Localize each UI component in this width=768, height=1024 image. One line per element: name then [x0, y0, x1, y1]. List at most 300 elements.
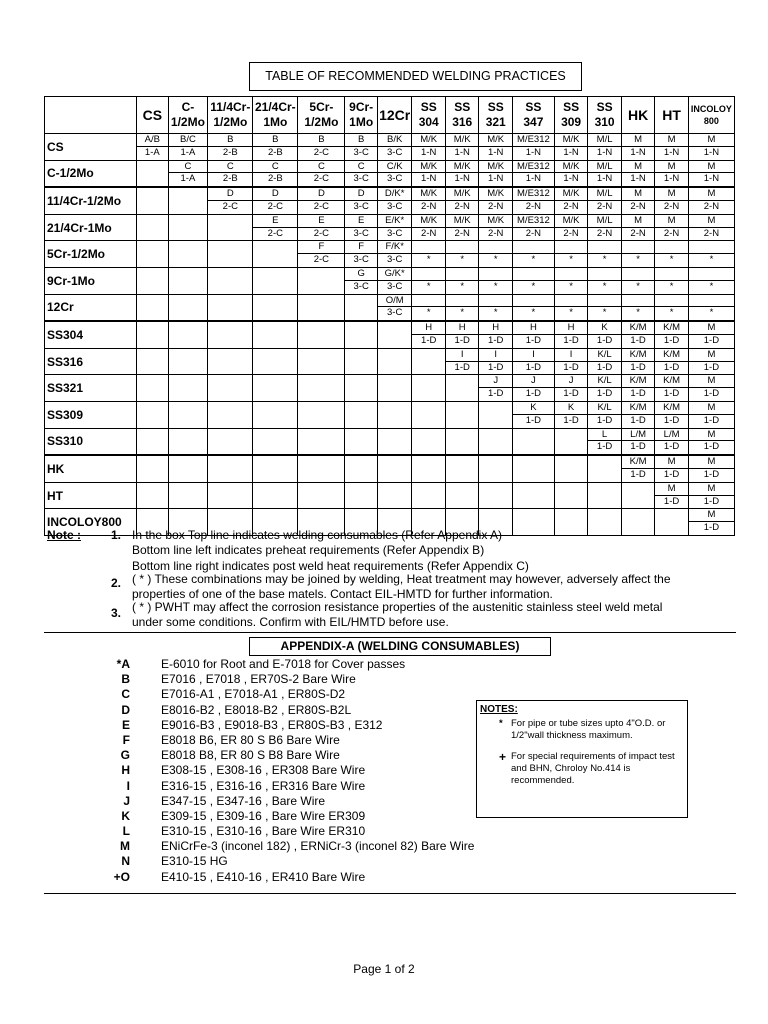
row-label: SS309 [45, 401, 137, 428]
consumable-code [446, 295, 479, 308]
table-row [45, 375, 735, 402]
heat-treatment-code [378, 496, 412, 509]
matrix-cell [621, 348, 655, 375]
matrix-cell [655, 134, 689, 161]
matrix-cell [412, 428, 446, 455]
consumable-code: M [689, 375, 734, 388]
consumable-code [298, 402, 344, 415]
consumable-code: E [253, 215, 297, 228]
matrix-cell [554, 267, 588, 294]
consumable-description: E309-15 , E309-16 , Bare Wire ER309 [161, 808, 366, 823]
consumable-code: M/K [479, 134, 512, 147]
matrix-cell [412, 375, 446, 402]
matrix-cell [412, 214, 446, 241]
matrix-cell [445, 375, 479, 402]
matrix-cell [298, 348, 345, 375]
note-2 [111, 572, 671, 603]
matrix-cell [298, 401, 345, 428]
consumable-code-label: I [126, 778, 130, 793]
notes-box-item-1 [499, 718, 679, 742]
heat-treatment-code [253, 441, 297, 454]
matrix-cell [588, 214, 622, 241]
matrix-cell [253, 428, 298, 455]
note-1-number: 1. [111, 528, 122, 542]
consumable-code: E [298, 215, 344, 228]
matrix-cell [655, 401, 689, 428]
heat-treatment-code: 1-N [596, 146, 613, 158]
matrix-cell [655, 509, 689, 536]
heat-treatment-code [345, 496, 376, 509]
matrix-cell [253, 455, 298, 482]
matrix-cell [588, 428, 622, 455]
matrix-cell [445, 294, 479, 321]
consumable-code: L/M [655, 429, 688, 442]
consumable-code [622, 268, 655, 281]
heat-treatment-code [208, 228, 252, 241]
consumable-code [137, 375, 167, 388]
consumable-code: C [208, 161, 252, 174]
consumable-code: F [345, 241, 376, 254]
heat-treatment-code: 2-N [663, 227, 680, 239]
matrix-cell [621, 401, 655, 428]
heat-treatment-code [169, 469, 208, 482]
matrix-cell [479, 401, 513, 428]
heat-treatment-code: 1-D [703, 334, 720, 346]
matrix-cell [588, 321, 622, 348]
consumable-code [446, 268, 479, 281]
heat-treatment-code: 3-C [387, 173, 403, 185]
matrix-cell [688, 509, 734, 536]
consumable-code [446, 483, 479, 496]
heat-treatment-code [378, 388, 412, 401]
heat-treatment-code: 1-D [563, 414, 579, 426]
consumable-description: ENiCrFe-3 (inconel 182) , ERNiCr-3 (inconel 82) Bare Wire [161, 839, 475, 854]
matrix-cell [588, 267, 622, 294]
matrix-cell [253, 187, 298, 214]
heat-treatment-code: 1-N [663, 173, 680, 185]
consumable-code [555, 295, 588, 308]
consumable-code [555, 268, 588, 281]
consumable-code: M [689, 402, 734, 415]
heat-treatment-code [555, 496, 588, 509]
heat-treatment-code: * [636, 254, 640, 266]
heat-treatment-code: 2-N [630, 227, 646, 239]
heat-treatment-code: 3-C [387, 227, 403, 239]
consumable-code: H [555, 322, 588, 335]
matrix-cell [554, 348, 588, 375]
matrix-cell [688, 401, 734, 428]
column-header: 11/4Cr- 1/2Mo [208, 97, 253, 134]
consumable-code [689, 268, 734, 281]
plus-mark: + [499, 750, 507, 764]
heat-treatment-code [169, 388, 208, 401]
consumable-code: M/K [412, 134, 445, 147]
matrix-cell [298, 375, 345, 402]
consumable-code: B/K [378, 134, 412, 147]
note-1 [111, 528, 529, 574]
consumable-code [253, 375, 297, 388]
consumable-code: M [622, 188, 655, 201]
heat-treatment-code: 1-D [563, 361, 579, 373]
heat-treatment-code: 1-D [563, 388, 579, 400]
consumable-code [298, 483, 344, 496]
heat-treatment-code: * [569, 280, 573, 292]
heat-treatment-code: 2-C [313, 146, 330, 158]
consumable-code: M [689, 509, 734, 522]
consumable-code: L [588, 429, 621, 442]
consumable-code [655, 241, 688, 254]
consumable-code: K/M [622, 322, 655, 335]
consumable-code: B/C [169, 134, 208, 147]
heat-treatment-code: * [709, 280, 714, 292]
page-number: Page 1 of 2 [353, 962, 415, 976]
consumable-code [622, 509, 655, 522]
heat-treatment-code: 2-B [267, 173, 283, 185]
matrix-cell [412, 241, 446, 268]
matrix-cell [377, 294, 412, 321]
consumable-code [345, 456, 376, 469]
matrix-cell [621, 321, 655, 348]
consumable-code [446, 429, 479, 442]
heat-treatment-code [412, 469, 445, 482]
consumable-code: E/K* [378, 215, 412, 228]
heat-treatment-code [446, 496, 479, 509]
consumable-code [345, 402, 376, 415]
consumable-code [622, 483, 655, 496]
asterisk-mark: * [499, 718, 503, 729]
note-1-line-1: In the box Top line indicates welding consumables (Refer Appendix A) [132, 528, 503, 542]
heat-treatment-code [169, 335, 208, 348]
column-header: HK [621, 97, 655, 134]
consumable-code: K/M [655, 402, 688, 415]
matrix-cell [412, 187, 446, 214]
consumable-code [169, 402, 208, 415]
consumable-code: B [208, 134, 252, 147]
heat-treatment-code: 2-N [488, 200, 504, 212]
row-label: SS316 [45, 348, 137, 375]
consumable-code [446, 509, 479, 522]
heat-treatment-code: 1-D [596, 414, 613, 426]
consumable-code [588, 241, 621, 254]
matrix-cell [655, 241, 689, 268]
consumable-code: C [253, 161, 297, 174]
consumable-code [655, 295, 688, 308]
column-header: CS [137, 97, 168, 134]
heat-treatment-code: 3-C [387, 200, 403, 212]
heat-treatment-code [137, 388, 167, 401]
matrix-cell [412, 482, 446, 509]
consumable-code [298, 295, 344, 308]
heat-treatment-code: 1-N [703, 146, 720, 158]
consumable-code: D [345, 188, 376, 201]
matrix-cell [345, 214, 377, 241]
consumable-code [137, 429, 167, 442]
consumable-code: K/M [622, 402, 655, 415]
heat-treatment-code: 1-N [421, 146, 437, 158]
column-header: SS 309 [554, 97, 588, 134]
consumable-code [137, 295, 167, 308]
consumable-code: C [298, 161, 344, 174]
matrix-cell [479, 321, 513, 348]
consumable-code: M [689, 322, 734, 335]
heat-treatment-code [446, 469, 479, 482]
heat-treatment-code: * [602, 307, 607, 319]
consumable-code [208, 483, 252, 496]
row-label: CS [45, 134, 137, 161]
consumable-code [446, 375, 479, 388]
heat-treatment-code [412, 415, 445, 428]
matrix-cell [137, 375, 168, 402]
consumable-code: K/L [588, 349, 621, 362]
consumable-code-label: L [122, 824, 130, 839]
matrix-cell [621, 375, 655, 402]
heat-treatment-code: 1-D [454, 334, 470, 346]
matrix-cell [345, 160, 377, 187]
note-3-line-1: ( * ) PWHT may affect the corrosion resistance properties of the austenitic stainless steel weld metal [132, 600, 663, 614]
heat-treatment-code [345, 469, 376, 482]
heat-treatment-code: * [602, 280, 607, 292]
consumable-code: J [555, 375, 588, 388]
heat-treatment-code [345, 362, 376, 375]
consumable-code: J [513, 375, 554, 388]
consumable-description: E8016-B2 , E8018-B2 , ER80S-B2L [161, 702, 352, 717]
heat-treatment-code [169, 307, 208, 320]
row-label: 5Cr-1/2Mo [45, 241, 137, 268]
matrix-cell [412, 321, 446, 348]
matrix-cell [621, 428, 655, 455]
consumable-code [412, 429, 445, 442]
heat-treatment-code [169, 201, 208, 214]
consumable-code [137, 509, 167, 522]
consumable-code: M/L [588, 161, 621, 174]
heat-treatment-code: 2-C [313, 227, 330, 239]
matrix-cell [445, 348, 479, 375]
consumable-code [169, 375, 208, 388]
heat-treatment-code: * [669, 254, 674, 266]
heat-treatment-code: 1-D [703, 361, 720, 373]
consumable-code: M [655, 188, 688, 201]
matrix-cell [298, 134, 345, 161]
matrix-cell [554, 187, 588, 214]
heat-treatment-code [137, 362, 167, 375]
matrix-cell [688, 375, 734, 402]
consumable-code: H [513, 322, 554, 335]
consumable-code [298, 456, 344, 469]
heat-treatment-code [345, 307, 376, 320]
matrix-cell [168, 321, 208, 348]
matrix-cell [137, 455, 168, 482]
table-row [45, 267, 735, 294]
consumable-code [345, 295, 376, 308]
consumable-code: G [345, 268, 376, 281]
heat-treatment-code: 1-N [630, 146, 646, 158]
consumable-code [137, 456, 167, 469]
heat-treatment-code: * [460, 307, 465, 319]
heat-treatment-code [169, 228, 208, 241]
heat-treatment-code [479, 415, 512, 428]
heat-treatment-code [253, 388, 297, 401]
matrix-cell [445, 428, 479, 455]
matrix-cell [345, 482, 377, 509]
consumable-description: E310-15 , E310-16 , Bare Wire ER310 [161, 824, 366, 839]
matrix-cell [588, 294, 622, 321]
matrix-cell [412, 294, 446, 321]
consumable-code [588, 456, 621, 469]
row-label: C-1/2Mo [45, 160, 137, 187]
row-label: SS321 [45, 375, 137, 402]
consumable-code [513, 483, 554, 496]
heat-treatment-code: 2-N [454, 227, 470, 239]
matrix-cell [298, 214, 345, 241]
consumable-code: H [412, 322, 445, 335]
heat-treatment-code: 2-C [313, 200, 330, 212]
consumable-code: M [622, 134, 655, 147]
consumable-code: M/K [412, 161, 445, 174]
matrix-cell [377, 321, 412, 348]
row-label: 12Cr [45, 294, 137, 321]
consumable-code: C/K [378, 161, 412, 174]
heat-treatment-code: 1-D [525, 414, 542, 426]
heat-treatment-code [298, 496, 344, 509]
matrix-cell [512, 482, 554, 509]
matrix-cell [377, 401, 412, 428]
heat-treatment-code: 3-C [353, 227, 369, 239]
consumable-code: M [689, 429, 734, 442]
heat-treatment-code [378, 362, 412, 375]
heat-treatment-code: * [493, 307, 498, 319]
consumable-code: M/K [412, 188, 445, 201]
consumable-code: M [655, 215, 688, 228]
consumable-code: M [655, 483, 688, 496]
matrix-cell [688, 428, 734, 455]
matrix-cell [688, 160, 734, 187]
consumable-code [208, 429, 252, 442]
heat-treatment-code [622, 522, 655, 535]
heat-treatment-code: 1-N [563, 173, 579, 185]
consumable-description: E310-15 HG [161, 854, 228, 869]
heat-treatment-code: 2-C [267, 227, 283, 239]
consumable-code-label: J [123, 793, 130, 808]
consumable-code: M [655, 456, 688, 469]
heat-treatment-code [655, 522, 688, 535]
consumable-code: B [253, 134, 297, 147]
matrix-cell [137, 348, 168, 375]
consumable-code: C [169, 161, 208, 174]
table-row [45, 401, 735, 428]
matrix-cell [208, 214, 253, 241]
matrix-cell [554, 241, 588, 268]
heat-treatment-code: * [636, 307, 640, 319]
consumable-code: M/K [479, 215, 512, 228]
consumable-code [169, 241, 208, 254]
consumable-code: K/L [588, 375, 621, 388]
consumable-code [137, 188, 167, 201]
matrix-cell [208, 267, 253, 294]
matrix-cell [588, 187, 622, 214]
consumable-code: M/K [479, 161, 512, 174]
heat-treatment-code: 1-D [663, 388, 680, 400]
matrix-cell [479, 455, 513, 482]
note-2-line-2: properties of one of the base matels. Contact EIL-HMTD for further information. [132, 587, 553, 602]
consumable-code [208, 295, 252, 308]
consumable-code [513, 241, 554, 254]
row-label: 21/4Cr-1Mo [45, 214, 137, 241]
consumable-code-label: +O [113, 869, 130, 884]
heat-treatment-code: 1-N [630, 173, 646, 185]
matrix-cell [588, 455, 622, 482]
consumable-code: L/M [622, 429, 655, 442]
matrix-cell [512, 214, 554, 241]
consumable-code [555, 509, 588, 522]
matrix-cell [512, 294, 554, 321]
matrix-cell [588, 241, 622, 268]
consumable-code [345, 483, 376, 496]
table-row [45, 187, 735, 214]
matrix-cell [412, 455, 446, 482]
consumable-code: M/K [412, 215, 445, 228]
matrix-cell [554, 160, 588, 187]
heat-treatment-code [169, 496, 208, 509]
notes-label: Note : [47, 528, 81, 542]
consumable-code [169, 429, 208, 442]
matrix-cell [655, 267, 689, 294]
consumable-code: M/K [555, 161, 588, 174]
matrix-cell [554, 294, 588, 321]
heat-treatment-code [298, 415, 344, 428]
heat-treatment-code [253, 335, 297, 348]
matrix-cell [168, 187, 208, 214]
consumable-code: M/E312 [513, 134, 554, 147]
notes-box-item-2-text: For special requirements of impact test and BHN, Chroloy No.414 is recommended. [511, 751, 675, 786]
consumable-code [378, 402, 412, 415]
consumable-code [378, 349, 412, 362]
matrix-cell [377, 455, 412, 482]
heat-treatment-code: 1-D [596, 334, 613, 346]
matrix-cell [345, 348, 377, 375]
heat-treatment-code: 2-N [596, 200, 613, 212]
consumable-code-label: N [121, 854, 130, 869]
heat-treatment-code: 1-D [703, 441, 720, 453]
matrix-cell [554, 509, 588, 536]
consumable-code [588, 509, 621, 522]
matrix-cell [688, 241, 734, 268]
heat-treatment-code: 2-N [525, 200, 542, 212]
consumable-code: K [588, 322, 621, 335]
consumable-code [412, 375, 445, 388]
heat-treatment-code [137, 441, 167, 454]
consumable-code [412, 483, 445, 496]
consumable-code: M [689, 188, 734, 201]
heat-treatment-code [169, 415, 208, 428]
heat-treatment-code [208, 281, 252, 294]
consumable-code [208, 509, 252, 522]
heat-treatment-code [345, 388, 376, 401]
heat-treatment-code [253, 362, 297, 375]
matrix-cell [253, 321, 298, 348]
heat-treatment-code [298, 335, 344, 348]
table-row [45, 134, 735, 161]
consumable-code: F [298, 241, 344, 254]
heat-treatment-code: 3-C [387, 280, 403, 292]
consumable-code [513, 295, 554, 308]
matrix-body [45, 134, 735, 536]
heat-treatment-code: 2-N [421, 227, 437, 239]
matrix-cell [298, 294, 345, 321]
matrix-header-row [45, 97, 735, 134]
column-header: 9Cr- 1Mo [345, 97, 377, 134]
matrix-cell [621, 267, 655, 294]
section-divider [44, 632, 736, 633]
